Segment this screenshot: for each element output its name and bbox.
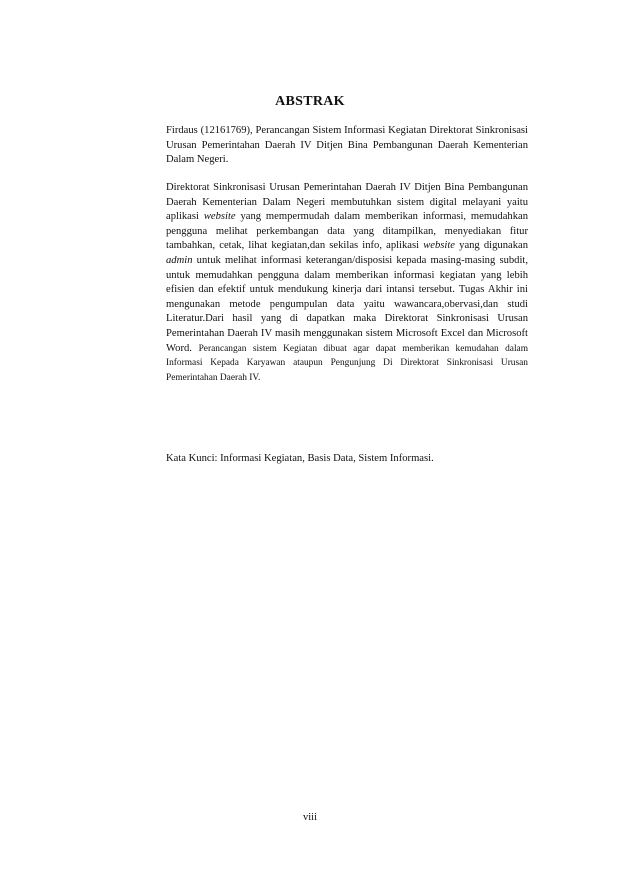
body-text-2: yang mempermudah dalam memberikan informasi, memudahkan pengguna melihat perkembangan data yang ditampilkan, menyediakan fitur tambahkan, cetak, lihat kegiatan,dan sekilas info, aplikasi [166,211,528,252]
page-title: ABSTRAK [275,94,345,109]
body-text-5: Perancangan sistem Kegiatan dibuat agar dapat memberikan kemudahan dalam Informasi Kepada Karyawan ataupun Pengunjung Di Direktorat Sinkronisasi Urusan Pemerintahan Daerah IV. [166,343,528,383]
abstract-body [166,181,528,385]
body-emphasis-3: admin [166,254,193,266]
page-number: viii [302,812,317,823]
body-emphasis-2: website [423,240,455,252]
body-text-4: untuk melihat informasi keterangan/disposisi kepada masing-masing subdit, untuk memudahkan pengguna dalam memberikan informasi kegiatan yang lebih efisien dan efektif untuk mendukung kinerja dari intansi tersebut. Tugas Akhir ini mengunakan metode pengumpulan data yaitu wawancara,obervasi,dan studi Literatur.Dari hasil yang di dapatkan maka Direktorat Sinkronisasi Urusan Pemerintahan Daerah IV masih menggunakan sistem Microsoft Excel dan Microsoft Word. [166,254,529,354]
author-paragraph: Firdaus (12161769), Perancangan Sistem Informasi Kegiatan Direktorat Sinkronisasi Urusan Pemerintahan Daerah IV Ditjen Bina Pembangunan Daerah Kementerian Dalam Negeri. [166,125,528,166]
keywords: Kata Kunci: Informasi Kegiatan, Basis Data, Sistem Informasi. [166,453,434,464]
body-text-1: Direktorat Sinkronisasi Urusan Pemerintahan Daerah IV Ditjen Bina Pembangunan Daerah Kementerian Dalam Negeri membutuhkan sistem digital melayani yaitu aplikasi [166,182,528,223]
body-emphasis-1: website [203,211,236,223]
body-text-3: yang digunakan [459,240,528,252]
